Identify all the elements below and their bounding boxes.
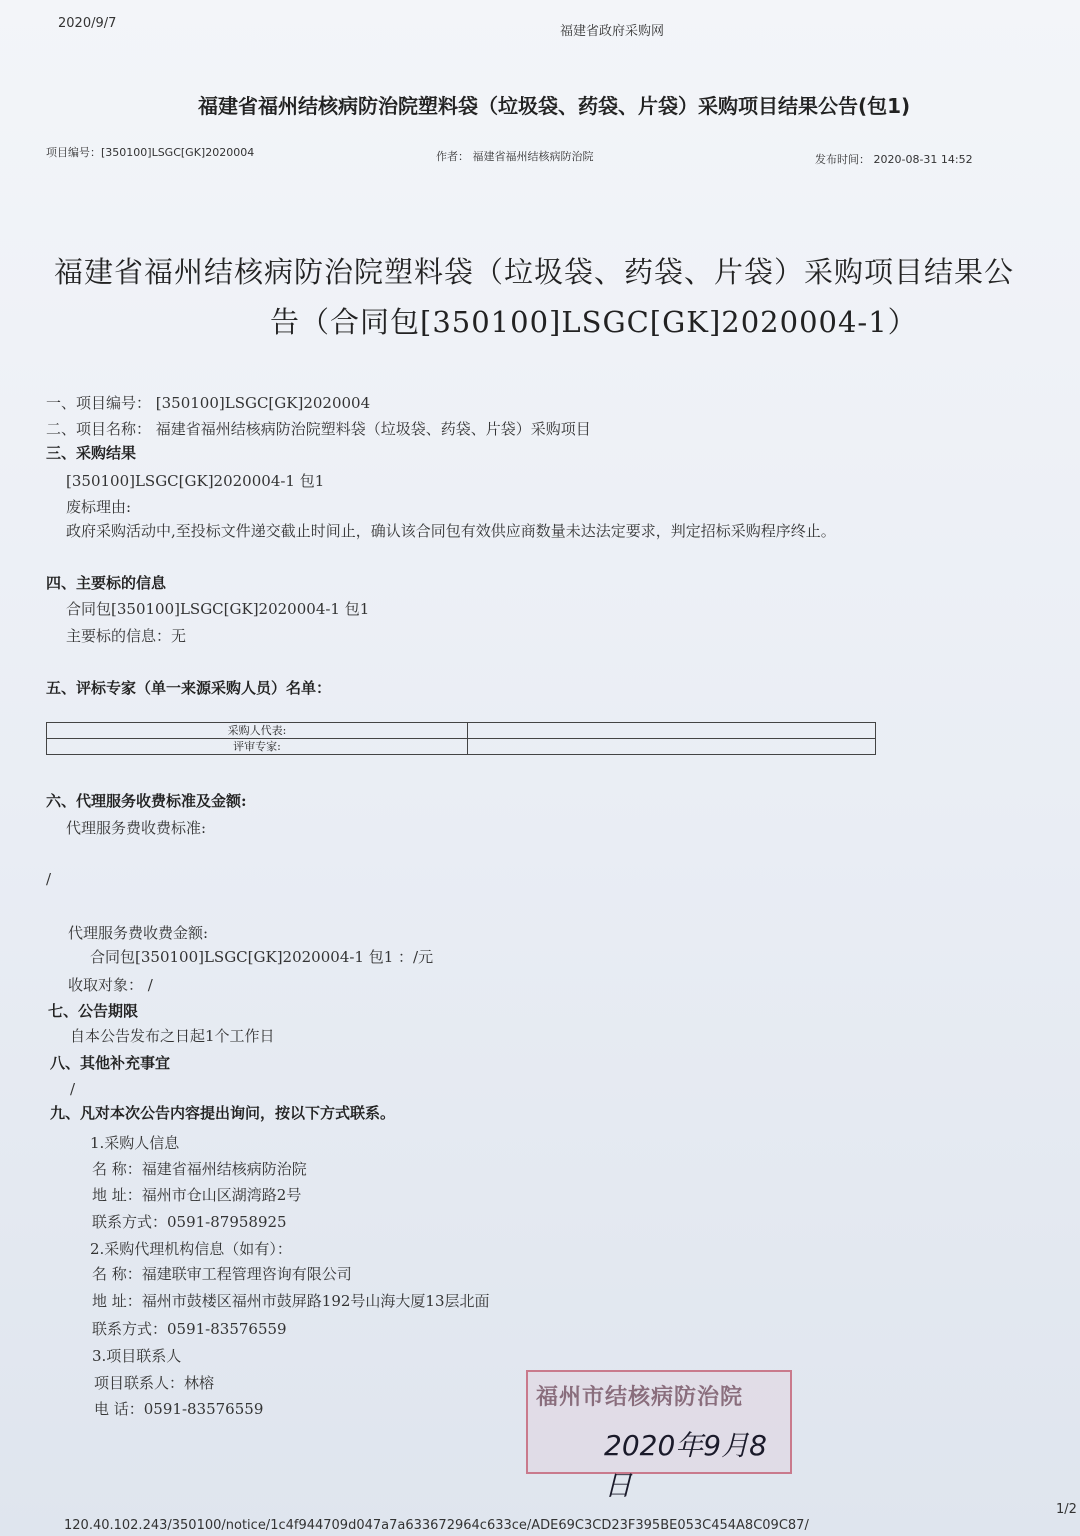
agency-name: 名 称：福建联审工程管理咨询有限公司 — [92, 1265, 352, 1283]
contact-phone: 电 话：0591-83576559 — [94, 1400, 264, 1418]
section-experts-heading: 五、评标专家（单一来源采购人员）名单： — [46, 679, 332, 697]
table-row — [47, 739, 876, 755]
subject-package: 合同包[350100]LSGC[GK]2020004-1 包1 — [66, 600, 370, 618]
section-project-no: 一、项目编号： [350100]LSGC[GK]2020004 — [46, 394, 371, 412]
section-other-heading: 八、其他补充事宜 — [50, 1054, 171, 1072]
agency-info-heading: 2.采购代理机构信息（如有）： — [90, 1240, 292, 1258]
expert-value — [468, 739, 876, 755]
purchaser-rep-label: 采购人代表: — [47, 723, 468, 739]
print-date: 2020/9/7 — [58, 16, 117, 31]
stamp-text: 福州市结核病防治院 — [536, 1384, 744, 1410]
handwritten-date: 2020年9月8日 — [604, 1429, 767, 1502]
contact-person: 项目联系人：林榕 — [94, 1374, 215, 1392]
table-row — [47, 723, 876, 739]
purchaser-info-heading: 1.采购人信息 — [90, 1134, 180, 1152]
fee-amount-label: 代理服务费收费金额: — [68, 924, 209, 942]
subject-info: 主要标的信息：无 — [66, 627, 187, 645]
site-name: 福建省政府采购网 — [560, 24, 665, 39]
header-project-no: 项目编号：[350100]LSGC[GK]2020004 — [46, 146, 255, 159]
contact-heading: 3.项目联系人 — [92, 1347, 182, 1365]
expert-label: 评审专家: — [47, 739, 468, 755]
period-text: 自本公告发布之日起1个工作日 — [70, 1027, 275, 1045]
header-publish-time: 发布时间： 2020-08-31 14:52 — [815, 153, 973, 166]
result-package: [350100]LSGC[GK]2020004-1 包1 — [66, 472, 325, 490]
fee-amount-package: 合同包[350100]LSGC[GK]2020004-1 包1 ：/元 — [90, 948, 434, 966]
purchaser-phone: 联系方式：0591-87958925 — [92, 1213, 287, 1231]
section-subject-heading: 四、主要标的信息 — [46, 574, 167, 592]
section-project-name: 二、项目名称： 福建省福州结核病防治院塑料袋（垃圾袋、药袋、片袋）采购项目 — [46, 420, 591, 438]
fee-target: 收取对象： / — [68, 976, 153, 994]
footer-url: 120.40.102.243/350100/notice/1c4f944709d047a7a633672964c633ce/ADE69C3CD23F395BE053C454A8C09C87/ — [64, 1518, 809, 1533]
main-title-line2: 告（合同包[350100]LSGC[GK]2020004-1） — [270, 305, 918, 339]
fee-standard-value: / — [46, 870, 52, 888]
section-period-heading: 七、公告期限 — [48, 1002, 139, 1020]
section-fee-heading: 六、代理服务收费标准及金额: — [46, 792, 247, 810]
reject-reason-text: 政府采购活动中,至投标文件递交截止时间止，确认该合同包有效供应商数量未达法定要求，判定招标采购程序终止。 — [66, 522, 836, 540]
header-author: 作者： 福建省福州结核病防治院 — [436, 150, 594, 163]
main-title-line1: 福建省福州结核病防治院塑料袋（垃圾袋、药袋、片袋）采购项目结果公 — [54, 255, 1015, 289]
approval-stamp — [526, 1370, 792, 1502]
purchaser-address: 地 址：福州市仓山区湖湾路2号 — [92, 1186, 302, 1204]
agency-address: 地 址：福州市鼓楼区福州市鼓屏路192号山海大厦13层北面 — [92, 1292, 490, 1310]
section-contact-heading: 九、凡对本次公告内容提出询问，按以下方式联系。 — [50, 1104, 396, 1122]
purchaser-name: 名 称：福建省福州结核病防治院 — [92, 1160, 307, 1178]
agency-phone: 联系方式：0591-83576559 — [92, 1320, 287, 1338]
other-text: / — [70, 1080, 76, 1098]
experts-table — [46, 722, 876, 755]
page-header-title: 福建省福州结核病防治院塑料袋（垃圾袋、药袋、片袋）采购项目结果公告(包1) — [198, 94, 911, 118]
purchaser-rep-value — [468, 723, 876, 739]
section-result-heading: 三、采购结果 — [46, 444, 137, 462]
reject-reason-label: 废标理由: — [66, 498, 132, 516]
footer-page-number: 1/2 — [1056, 1502, 1077, 1517]
fee-standard-label: 代理服务费收费标准: — [66, 819, 207, 837]
